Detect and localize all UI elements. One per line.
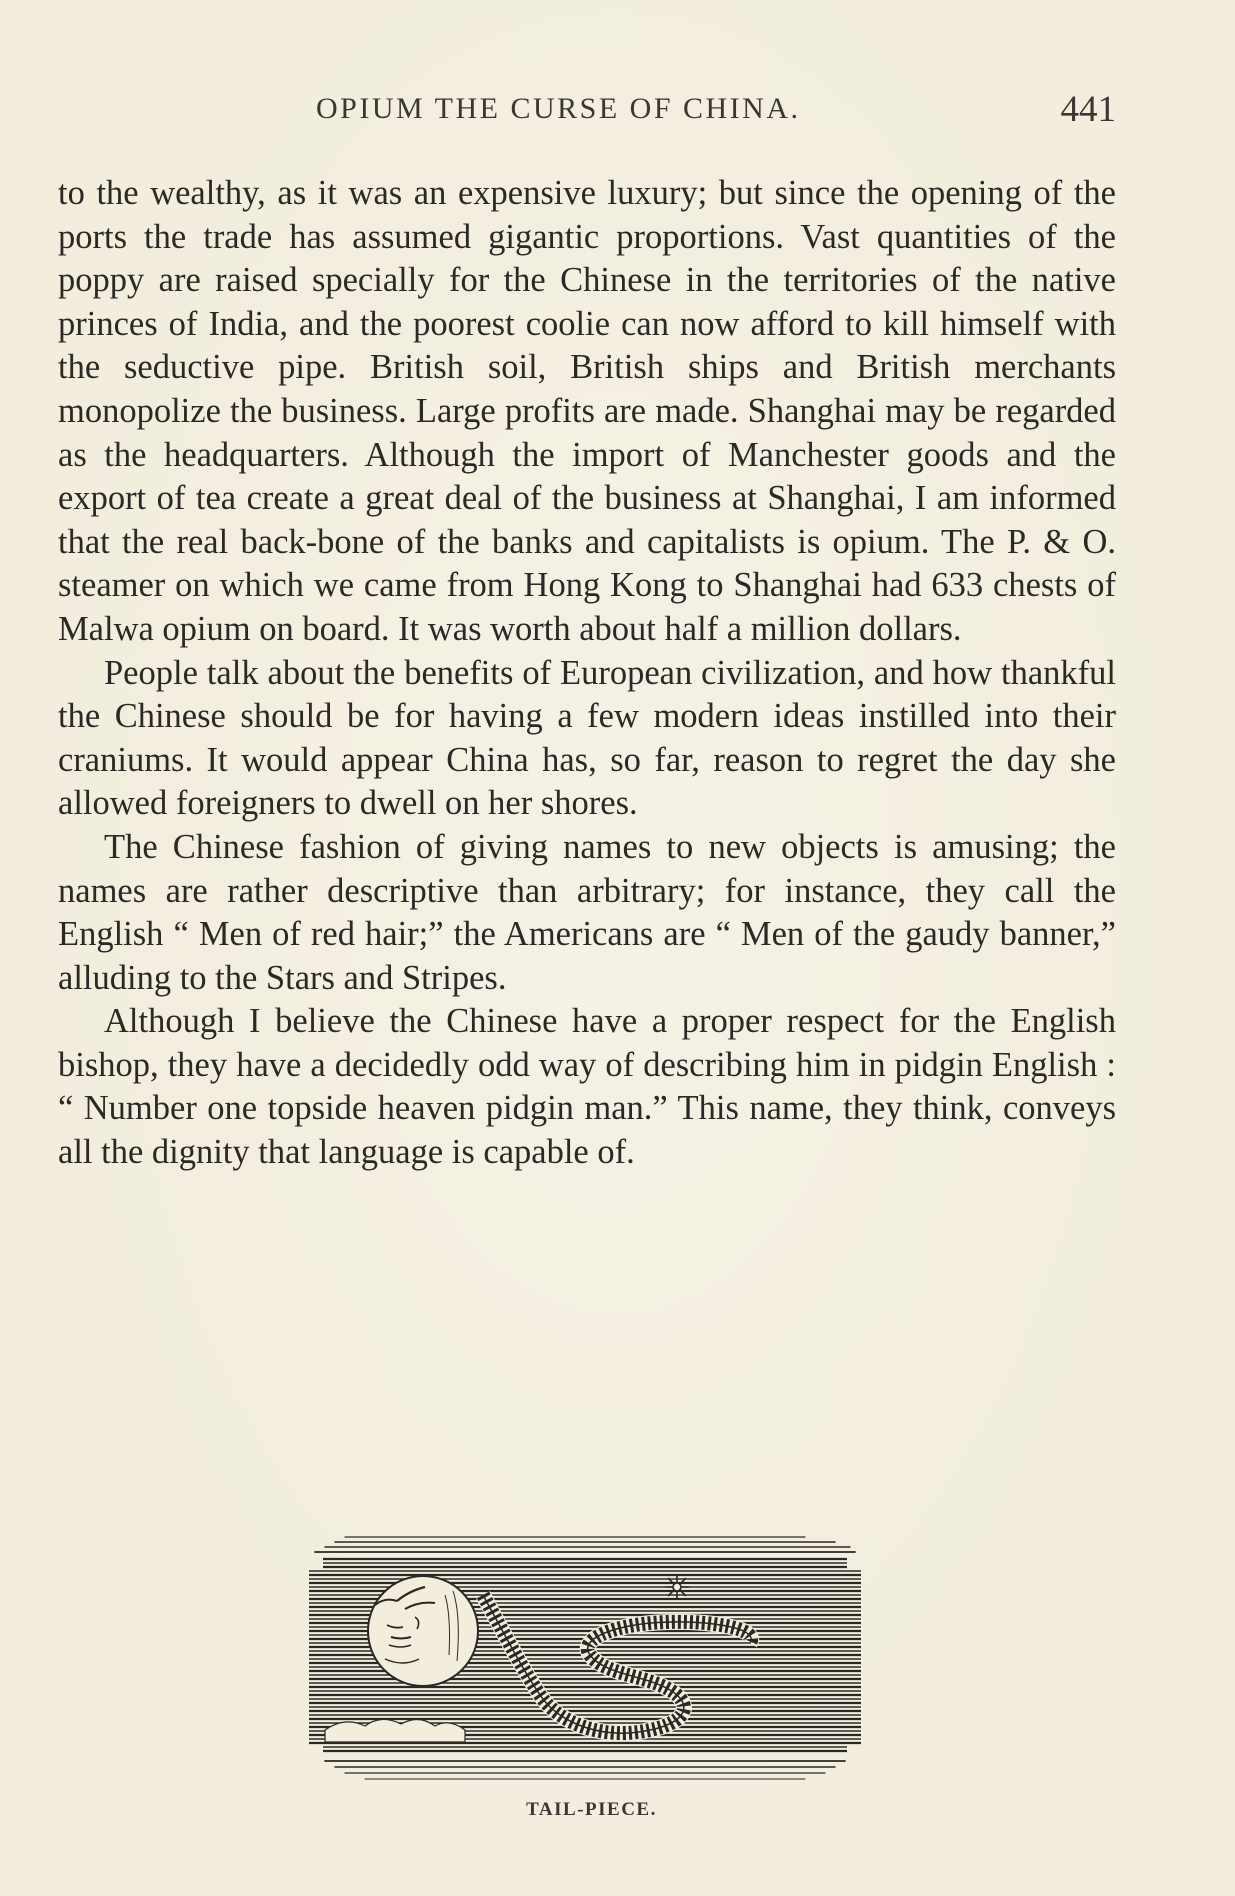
page-number: 441: [1060, 89, 1116, 130]
paragraph: The Chinese fashion of giving names to new objects is amusing; the names are rather descriptive than arbitrary; for instance, they call the English “ Men of red hair;” the Americans are “ Men of the gaudy banner,” alluding to the Stars and Stripes.: [58, 827, 1116, 997]
running-head: [58, 88, 1116, 128]
tail-piece-engraving: [305, 1525, 865, 1787]
star-icon: [665, 1575, 689, 1599]
running-title: OPIUM THE CURSE OF CHINA.: [316, 92, 801, 125]
paragraph-continued: to the wealthy, as it was an expensive luxury; but since the opening of the ports the trade has assumed gigantic proportions. Vast quantities of the poppy are raised specially for the Chinese in the territories of the native princes of India, and the poorest coolie can now afford to kill himself with the seductive pipe. British soil, British ships and British merchants monopolize the business. Large profits are made. Shanghai may be regarded as the headquarters. Although the import of Manchester goods and the export of tea create a great deal of the business at Shanghai, I am informed that the real back-bone of the banks and capitalists is opium. The P. & O. steamer on which we came from Hong Kong to Shanghai had 633 chests of Malwa opium on board. It was worth about half a million dollars.: [58, 174, 1116, 648]
body-text: [58, 172, 1116, 1175]
paragraph: Although I believe the Chinese have a proper respect for the English bishop, they have a decidedly odd way of describing him in pidgin English : “ Number one topside heaven pidgin man.” This name, they think, conveys all the dignity that language is capable of.: [58, 1002, 1116, 1172]
cloud-strokes-top: [315, 1537, 855, 1552]
cloud-bank: [325, 1719, 465, 1742]
moon-face-icon: [368, 1576, 478, 1686]
paragraph: People talk about the benefits of European civilization, and how thankful the Chinese should be for having a few modern ideas instilled into their craniums. It would appear China has, so far, reason to regret the day she allowed foreigners to dwell on her shores.: [58, 653, 1116, 823]
illustration-caption: TAIL-PIECE.: [526, 1799, 657, 1820]
cloud-strokes-bottom: [325, 1761, 845, 1779]
